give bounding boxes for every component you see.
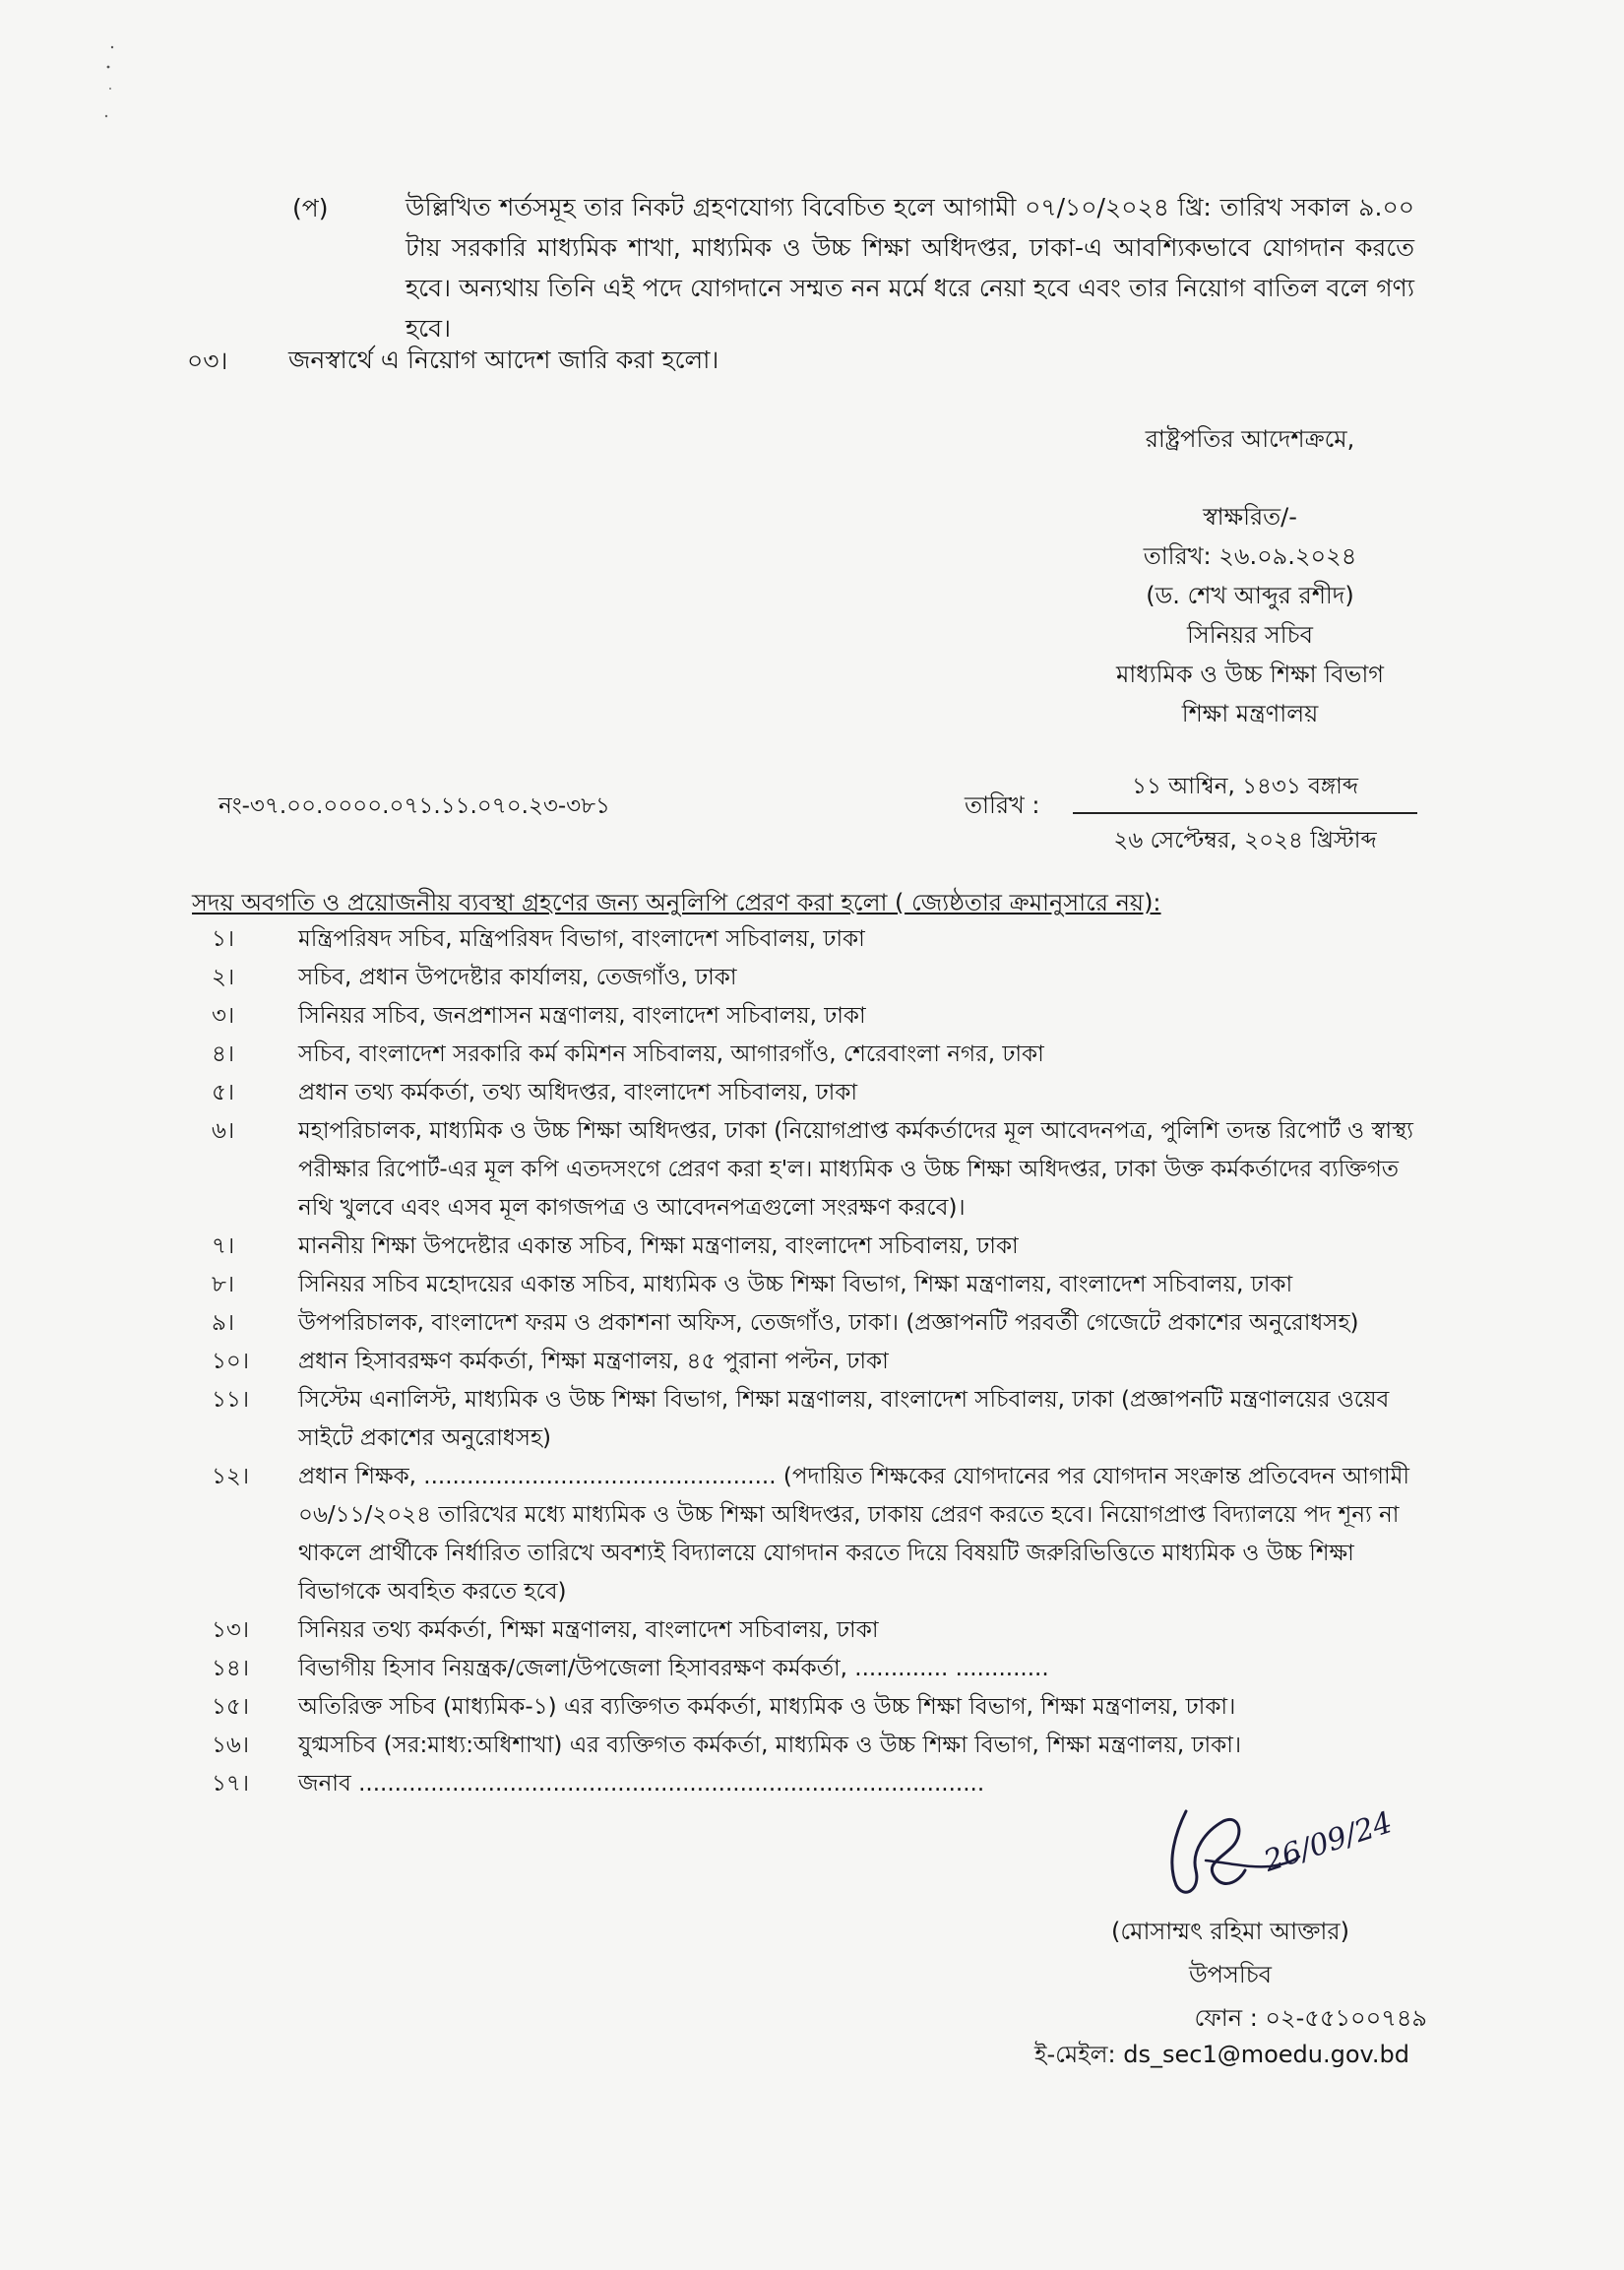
list-item bbox=[212, 959, 1422, 997]
date-label: তারিখ : bbox=[965, 791, 1040, 819]
list-item-number: ৬। bbox=[212, 1118, 235, 1144]
list-item-text: যুগ্মসচিব (সর:মাধ্য:অধিশাখা) এর ব্যক্তিগত কর্মকর্তা, মাধ্যমিক ও উচ্চ শিক্ষা বিভাগ, শিক্ষা মন্ত্রণালয়, ঢাকা। bbox=[298, 1733, 1242, 1758]
clause-p-text: উল্লিখিত শর্তসমূহ তার নিকট গ্রহণযোগ্য বিবেচিত হলে আগামী ০৭/১০/২০২৪ খ্রি: তারিখ সকাল ৯.০০ টায় সরকারি মাধ্যমিক শাখা, মাধ্যমিক ও উচ্চ শিক্ষা অধিদপ্তর, ঢাকা-এ আবশ্যিকভাবে যোগদান করতে হবে। অন্যথায় তিনি এই পদে যোগদানে সম্মত নন মর্মে ধরে নেয়া হবে এবং তার নিয়োগ বাতিল বলে গণ্য হবে। bbox=[406, 193, 1414, 343]
list-item-number: ১। bbox=[212, 926, 235, 952]
copy-list-heading: সদয় অবগতি ও প্রয়োজনীয় ব্যবস্থা গ্রহণের জন্য অনুলিপি প্রেরণ করা হলো ( জ্যেষ্ঠতার ক্রমানুসারে নয়): bbox=[192, 889, 1161, 916]
list-item-text: সিস্টেম এনালিস্ট, মাধ্যমিক ও উচ্চ শিক্ষা বিভাগ, শিক্ষা মন্ত্রণালয়, বাংলাদেশ সচিবালয়, ঢাকা (প্রজ্ঞাপনটি মন্ত্রণালয়ের ওয়েব সাইটে প্রকাশের অনুরোধসহ) bbox=[298, 1387, 1390, 1451]
list-item bbox=[212, 1688, 1422, 1727]
list-item-text: সচিব, প্রধান উপদেষ্টার কার্যালয়, তেজগাঁও, ঢাকা bbox=[298, 965, 737, 990]
memo-number: নং-৩৭.০০.০০০০.০৭১.১১.০৭০.২৩-৩৮১ bbox=[219, 793, 610, 819]
list-item bbox=[212, 1036, 1422, 1074]
list-item-number: ৯। bbox=[212, 1310, 235, 1336]
signed-date: তারিখ: ২৬.০৯.২০২৪ bbox=[1143, 542, 1357, 570]
clause-3-text: জনস্বার্থে এ নিয়োগ আদেশ জারি করা হলো। bbox=[288, 346, 719, 374]
list-item-text: মাননীয় শিক্ষা উপদেষ্টার একান্ত সচিব, শিক্ষা মন্ত্রণালয়, বাংলাদেশ সচিবালয়, ঢাকা bbox=[298, 1233, 1019, 1259]
list-item-text: সিনিয়র তথ্য কর্মকর্তা, শিক্ষা মন্ত্রণালয়, বাংলাদেশ সচিবালয়, ঢাকা bbox=[298, 1617, 879, 1643]
list-item bbox=[212, 1611, 1422, 1650]
president-order-line: রাষ্ট্রপতির আদেশক্রমে, bbox=[1145, 425, 1355, 453]
list-item-number: ৪। bbox=[212, 1041, 235, 1067]
list-item bbox=[212, 1343, 1422, 1381]
closing-block bbox=[1033, 1910, 1427, 2040]
list-item bbox=[212, 1228, 1422, 1266]
list-item-number: ৭। bbox=[212, 1233, 235, 1259]
list-item-number: ৮। bbox=[212, 1272, 235, 1297]
list-item bbox=[212, 1266, 1422, 1304]
list-item-text: প্রধান শিক্ষক, ................................................. (পদায়িত শিক্ষকের যোগদানের পর যোগদান সংক্রান্ত প্রতিবেদন আগামী ০৬/১১/২০২৪ তারিখের মধ্যে মাধ্যমিক ও উচ্চ শিক্ষা অধিদপ্তর, ঢাকায় প্রেরণ করতে হবে। নিয়োগপ্রাপ্ত বিদ্যালয়ে পদ শূন্য না থাকলে প্রার্থীকে নির্ধারিত তারিখে অবশ্যই বিদ্যালয়ে যোগদান করতে দিয়ে বিষয়টি জরুরিভিত্তিতে মাধ্যমিক ও উচ্চ শিক্ষা বিভাগকে অবহিত করতে হবে) bbox=[298, 1464, 1409, 1605]
list-item-text: মন্ত্রিপরিষদ সচিব, মন্ত্রিপরিষদ বিভাগ, বাংলাদেশ সচিবালয়, ঢাকা bbox=[298, 926, 865, 952]
list-item-text: অতিরিক্ত সচিব (মাধ্যমিক-১) এর ব্যক্তিগত কর্মকর্তা, মাধ্যমিক ও উচ্চ শিক্ষা বিভাগ, শিক্ষা মন্ত্রণালয়, ঢাকা। bbox=[298, 1694, 1236, 1720]
list-item bbox=[212, 1650, 1422, 1688]
date-block bbox=[1073, 768, 1417, 860]
copy-recipient-list bbox=[212, 920, 1422, 1803]
list-item-text: সিনিয়র সচিব মহোদয়ের একান্ত সচিব, মাধ্যমিক ও উচ্চ শিক্ষা বিভাগ, শিক্ষা মন্ত্রণালয়, বাংলাদেশ সচিবালয়, ঢাকা bbox=[298, 1272, 1293, 1297]
officer-phone: ফোন : ০২-৫৫১০০৭৪৯ bbox=[1194, 2004, 1427, 2032]
list-item-number: ১৬। bbox=[212, 1733, 250, 1758]
signatory-designation: সিনিয়র সচিব bbox=[1187, 621, 1313, 649]
signatory-name: (ড. শেখ আব্দুর রশীদ) bbox=[1146, 582, 1354, 609]
list-item bbox=[212, 1304, 1422, 1343]
date-bangla: ১১ আশ্বিন, ১৪৩১ বঙ্গাব্দ bbox=[1073, 768, 1417, 814]
list-item bbox=[212, 1727, 1422, 1765]
scan-specks bbox=[98, 39, 118, 128]
list-item bbox=[212, 1381, 1422, 1458]
list-item-number: ১৫। bbox=[212, 1694, 250, 1720]
clause-3-number: ০৩। bbox=[187, 347, 228, 375]
list-item-number: ১১। bbox=[212, 1387, 250, 1413]
list-item-number: ৩। bbox=[212, 1003, 235, 1029]
list-item-text: সিনিয়র সচিব, জনপ্রশাসন মন্ত্রণালয়, বাংলাদেশ সচিবালয়, ঢাকা bbox=[298, 1003, 866, 1029]
list-item-number: ৫। bbox=[212, 1080, 235, 1105]
list-item-number: ১৭। bbox=[212, 1771, 250, 1797]
list-item bbox=[212, 920, 1422, 959]
list-item-text: প্রধান হিসাবরক্ষণ কর্মকর্তা, শিক্ষা মন্ত্রণালয়, ৪৫ পুরানা পল্টন, ঢাকা bbox=[298, 1349, 889, 1374]
officer-name: (মোসাম্মৎ রহিমা আক্তার) bbox=[1111, 1918, 1349, 1945]
list-item-text: উপপরিচালক, বাংলাদেশ ফরম ও প্রকাশনা অফিস, তেজগাঁও, ঢাকা। (প্রজ্ঞাপনটি পরবর্তী গেজেটে প্রকাশের অনুরোধসহ) bbox=[298, 1310, 1359, 1336]
clause-p-marker: (প) bbox=[292, 194, 329, 222]
list-item bbox=[212, 1074, 1422, 1112]
list-item-number: ১২। bbox=[212, 1464, 250, 1489]
list-item-number: ১৪। bbox=[212, 1656, 250, 1681]
list-item-text: প্রধান তথ্য কর্মকর্তা, তথ্য অধিদপ্তর, বাংলাদেশ সচিবালয়, ঢাকা bbox=[298, 1080, 858, 1105]
signatory-block bbox=[1014, 497, 1486, 733]
officer-designation: উপসচিব bbox=[1188, 1961, 1273, 1988]
officer-email[interactable]: ই-মেইল: ds_sec1@moedu.gov.bd bbox=[1033, 2041, 1409, 2068]
signatory-division: মাধ্যমিক ও উচ্চ শিক্ষা বিভাগ bbox=[1115, 661, 1385, 688]
list-item-number: ১৩। bbox=[212, 1617, 250, 1643]
handwritten-signature bbox=[1147, 1792, 1397, 1910]
list-item-text: জনাব ....................................................................................... bbox=[298, 1771, 985, 1797]
date-english: ২৬ সেপ্টেম্বর, ২০২৪ খ্রিস্টাব্দ bbox=[1113, 828, 1377, 853]
list-item bbox=[212, 1112, 1422, 1228]
list-item bbox=[212, 997, 1422, 1036]
list-item bbox=[212, 1458, 1422, 1611]
list-item-number: ১০। bbox=[212, 1349, 250, 1374]
list-item-text: বিভাগীয় হিসাব নিয়ন্ত্রক/জেলা/উপজেলা হিসাবরক্ষণ কর্মকর্তা, ............. ............. bbox=[298, 1656, 1049, 1681]
list-item-text: সচিব, বাংলাদেশ সরকারি কর্ম কমিশন সচিবালয়, আগারগাঁও, শেরেবাংলা নগর, ঢাকা bbox=[298, 1041, 1044, 1067]
signed-mark: স্বাক্ষরিত/- bbox=[1203, 503, 1297, 531]
list-item-number: ২। bbox=[212, 965, 235, 990]
signature-date: 26/09/24 bbox=[1259, 1804, 1397, 1879]
signatory-ministry: শিক্ষা মন্ত্রণালয় bbox=[1181, 700, 1319, 727]
list-item-text: মহাপরিচালক, মাধ্যমিক ও উচ্চ শিক্ষা অধিদপ্তর, ঢাকা (নিয়োগপ্রাপ্ত কর্মকর্তাদের মূল আবেদনপত্র, পুলিশি তদন্ত রিপোর্ট ও স্বাস্থ্য পরীক্ষার রিপোর্ট-এর মূল কপি এতদসংগে প্রেরণ করা হ'ল। মাধ্যমিক ও উচ্চ শিক্ষা অধিদপ্তর, ঢাকা উক্ত কর্মকর্তাদের ব্যক্তিগত নথি খুলবে এবং এসব মূল কাগজপত্র ও আবেদনপত্রগুলো সংরক্ষণ করবে)। bbox=[298, 1118, 1413, 1221]
